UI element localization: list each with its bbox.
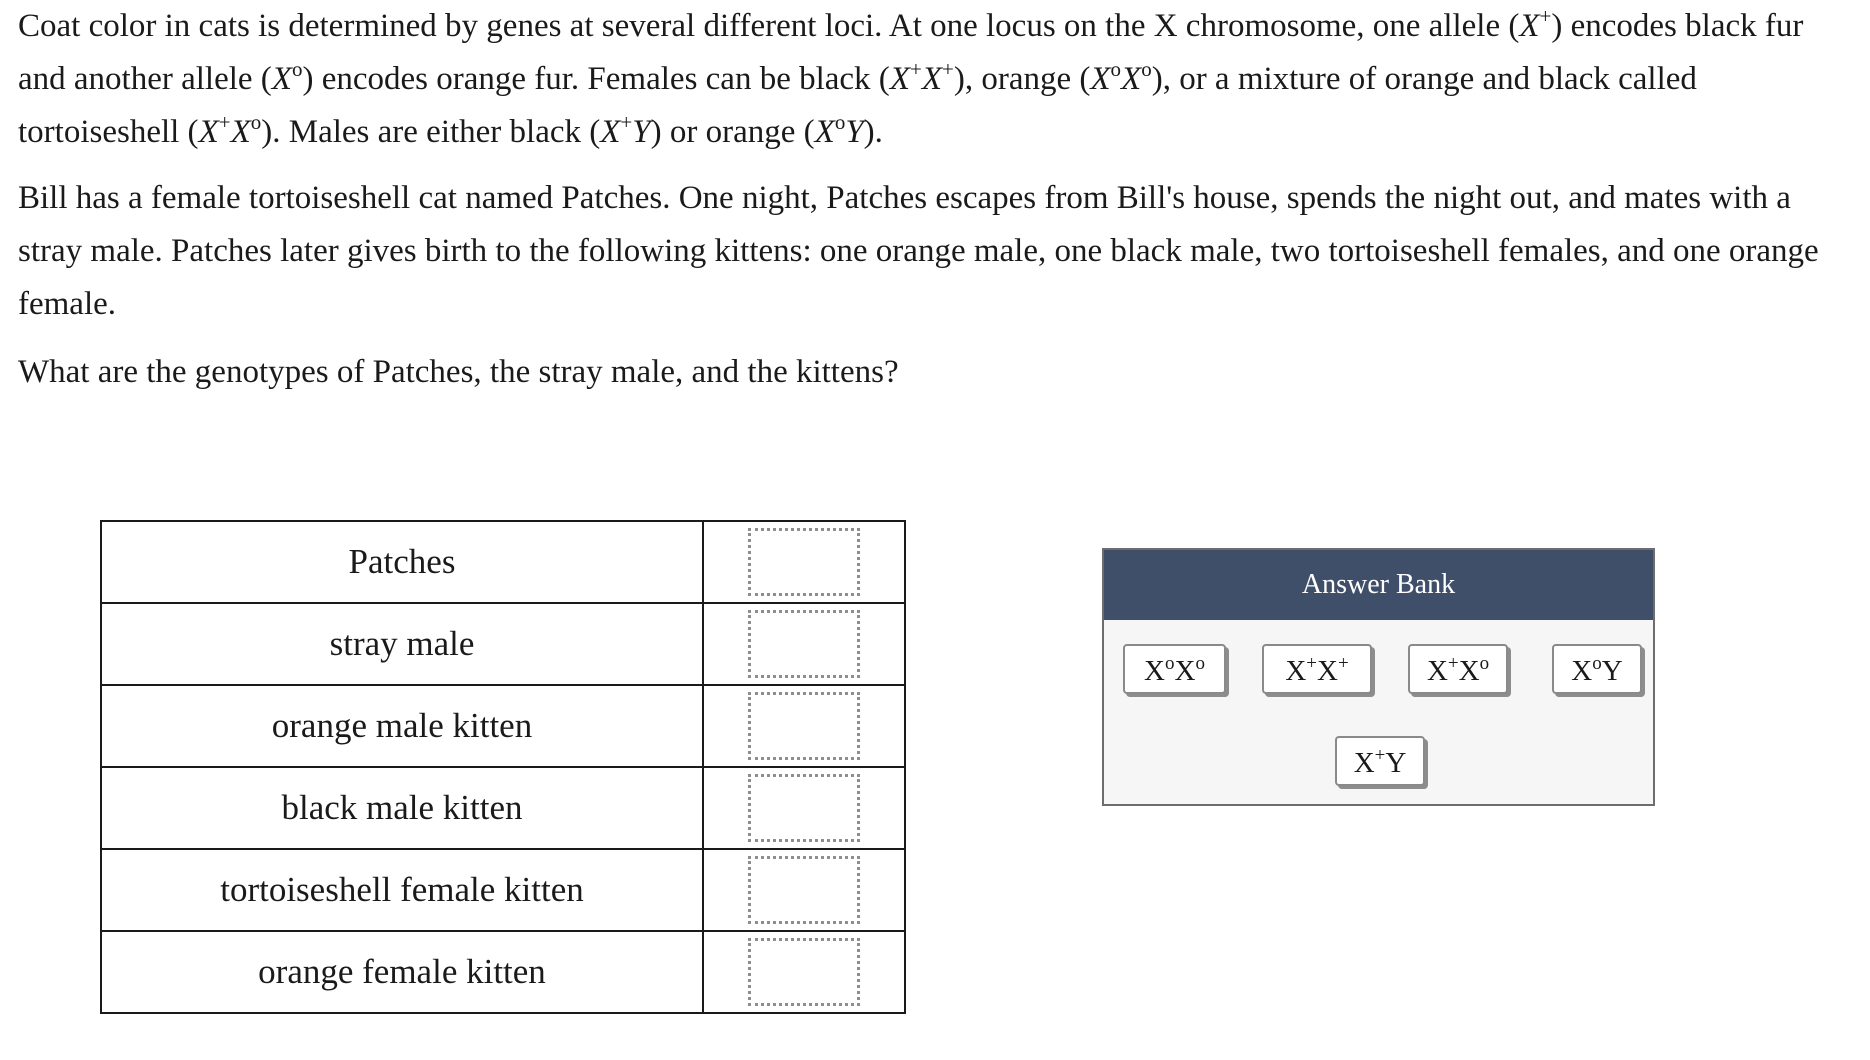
allele-symbol: X: [921, 61, 942, 97]
chip-superscript: +: [1337, 653, 1349, 674]
drop-cell: [703, 849, 905, 931]
row-label-orange-male-kitten: orange male kitten: [101, 685, 703, 767]
allele-superscript: o: [1141, 57, 1152, 81]
drop-cell: [703, 603, 905, 685]
allele-superscript: o: [834, 110, 846, 134]
text-segment: ), orange (: [953, 61, 1091, 97]
allele-superscript: o: [1110, 57, 1122, 81]
chip-superscript: o: [1165, 653, 1175, 674]
chip-superscript: o: [1479, 653, 1490, 674]
text-segment: ) encodes orange fur. Females can be black (: [302, 61, 890, 97]
answer-chip-xpy[interactable]: [1335, 736, 1425, 786]
answer-bank: [1102, 548, 1655, 806]
allele-symbol: Y: [845, 114, 864, 150]
allele-symbol: X: [1519, 8, 1540, 44]
drop-target-stray-male[interactable]: [748, 610, 860, 678]
drop-target-black-male-kitten[interactable]: [748, 774, 860, 842]
drop-target-tortoiseshell-female-kitten[interactable]: [748, 856, 860, 924]
allele-symbol: X: [271, 61, 292, 97]
text-segment: ) encodes black fur and another allele (: [18, 8, 1804, 97]
drop-target-orange-male-kitten[interactable]: [748, 692, 860, 760]
row-label-black-male-kitten: black male kitten: [101, 767, 703, 849]
chip-symbol: X: [1285, 655, 1307, 687]
table-row: [101, 931, 905, 1013]
chip-superscript: +: [1447, 653, 1459, 674]
chip-symbol: X: [1174, 655, 1196, 687]
text-segment: ), or a mixture of orange and black called tortoiseshell (: [18, 61, 1697, 150]
allele-symbol: X: [198, 114, 219, 150]
allele-superscript: +: [942, 57, 954, 81]
allele-superscript: +: [620, 110, 633, 134]
question-paragraph-2: Bill has a female tortoiseshell cat named Patches. One night, Patches escapes from Bill's house, spends the night out, and mates with a stray male. Patches later gives birth to the following kittens: one orange male, one black male, two tortoiseshell females, and one orange female.: [18, 180, 1819, 322]
drop-target-orange-female-kitten[interactable]: [748, 938, 860, 1006]
chip-superscript: o: [1592, 653, 1602, 674]
allele-superscript: +: [909, 57, 922, 81]
table-row: [101, 849, 905, 931]
table-row: [101, 521, 905, 603]
text-segment: ) or orange (: [650, 114, 815, 150]
allele-symbol: X: [600, 114, 621, 150]
text-segment: Coat color in cats is determined by genes at several different loci. At one locus on the X chromosome, one allele (: [18, 8, 1520, 44]
row-label-patches: Patches: [101, 521, 703, 603]
allele-symbol: X: [889, 61, 910, 97]
answer-chip-xpxo[interactable]: [1408, 644, 1508, 694]
chip-symbol: X: [1317, 655, 1338, 687]
chip-symbol: Y: [1601, 655, 1623, 687]
allele-symbol: X: [814, 114, 835, 150]
matching-table: [100, 520, 906, 1014]
question-prompt: What are the genotypes of Patches, the stray male, and the kittens?: [18, 354, 899, 390]
chip-superscript: o: [1195, 653, 1205, 674]
allele-symbol: X: [230, 114, 251, 150]
row-label-orange-female-kitten: orange female kitten: [101, 931, 703, 1013]
answer-bank-title: Answer Bank: [1104, 550, 1653, 620]
chip-superscript: +: [1306, 653, 1317, 674]
allele-superscript: +: [218, 110, 231, 134]
chip-symbol: X: [1458, 655, 1480, 687]
allele-superscript: o: [250, 110, 262, 134]
chip-symbol: X: [1144, 655, 1165, 687]
table-row: [101, 685, 905, 767]
drop-cell: [703, 931, 905, 1013]
drop-cell: [703, 767, 905, 849]
table-row: [101, 603, 905, 685]
answer-chip-xoxo[interactable]: [1123, 644, 1226, 694]
row-label-tortoiseshell-female-kitten: tortoiseshell female kitten: [101, 849, 703, 931]
text-segment: ). Males are either black (: [261, 114, 601, 150]
drop-target-patches[interactable]: [748, 528, 860, 596]
table-row: [101, 767, 905, 849]
allele-symbol: X: [1090, 61, 1111, 97]
question-paragraph-1: [18, 0, 1858, 159]
allele-superscript: o: [291, 57, 303, 81]
answer-chip-xoy[interactable]: [1552, 644, 1642, 694]
chip-symbol: X: [1353, 747, 1375, 779]
allele-superscript: +: [1539, 4, 1552, 28]
allele-symbol: X: [1121, 61, 1142, 97]
drop-cell: [703, 685, 905, 767]
chip-superscript: +: [1374, 745, 1386, 766]
allele-symbol: Y: [632, 114, 651, 150]
drop-cell: [703, 521, 905, 603]
answer-chip-xpxp[interactable]: [1262, 644, 1372, 694]
chip-symbol: X: [1426, 655, 1448, 687]
chip-symbol: X: [1571, 655, 1593, 687]
row-label-stray-male: stray male: [101, 603, 703, 685]
chip-symbol: Y: [1385, 747, 1407, 779]
text-segment: ).: [863, 114, 883, 150]
